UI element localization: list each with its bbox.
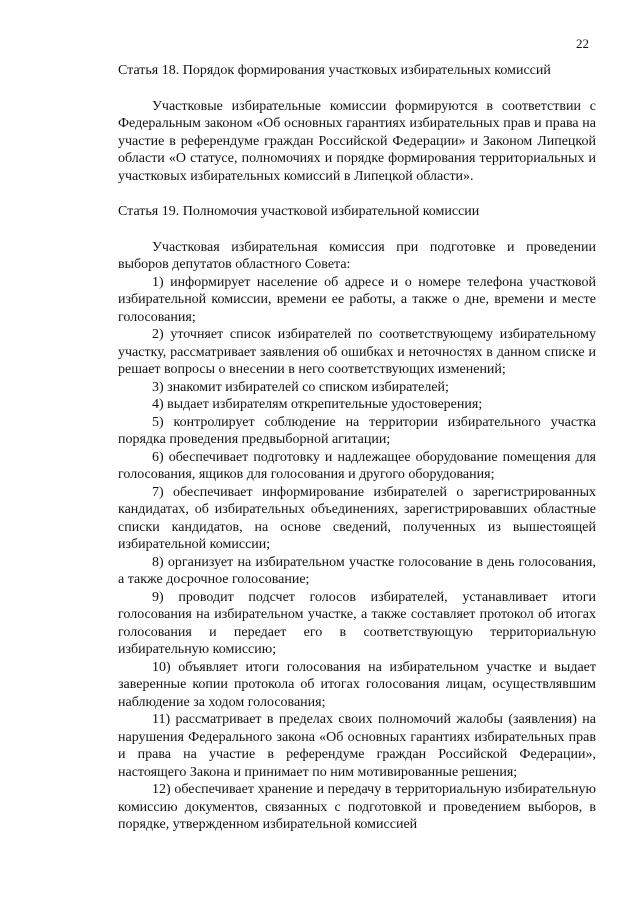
list-item: 12) обеспечивает хранение и передачу в территориальную избирательную комиссию документов, связанных с подготовкой и проведением выборов, в порядке, утвержденном избирательной комиссией [118, 782, 596, 832]
list-item: 10) объявляет итоги голосования на избирательном участке и выдает заверенные копии протокола об итогах голосования лицам, осуществлявшим наблюдение за ходом голосования; [118, 659, 596, 710]
list-item: 1) информирует население об адресе и о номере телефона участковой избирательной комиссии, времени ее работы, а также о дне, времени и месте голосования; [118, 274, 596, 325]
page-number: 22 [576, 36, 589, 51]
list-item: 7) обеспечивает информирование избирателей о зарегистрированных кандидатах, об избирательных объединениях, зарегистрировавших областные списки кандидатов, на основе сведений, полученных из вышестоящей избирательной комиссии; [118, 484, 596, 552]
list-item: 5) контролирует соблюдение на территории избирательного участка порядка проведения предвыборной агитации; [118, 414, 596, 447]
article-18-text: Участковые избирательные комиссии формируются в соответствии с Федеральным законом «Об основных гарантиях избирательных прав и права на участие в референдуме граждан Российской Федерации» и Законом Липецкой области «О статусе, полномочиях и порядке формирования территориальных и участковых избирательных комиссий в Липецкой области». [118, 98, 596, 184]
list-item: 8) организует на избирательном участке голосование в день голосования, а также досрочное голосование; [118, 554, 596, 587]
list-item: 2) уточняет список избирателей по соответствующему избирательному участку, рассматривает заявления об ошибках и неточностях в данном списке и решает вопросы о внесении в него соответствующих изменений; [118, 327, 596, 377]
article-19-heading: Статья 19. Полномочия участковой избирательной комиссии [118, 204, 480, 219]
list-item: 9) проводит подсчет голосов избирателей, устанавливает итоги голосования на избирательном участке, а также составляет протокол об итогах голосования и передает его в соответствующую территориальную избирательную комиссию; [118, 589, 596, 657]
article-19-intro: Участковая избирательная комиссия при подготовке и проведении выборов депутатов областного Совета: [118, 239, 596, 272]
article-18-heading: Статья 18. Порядок формирования участковых избирательных комиссий [118, 63, 551, 78]
list-item: 4) выдает избирателям открепительные удостоверения; [152, 397, 483, 412]
list-item: 11) рассматривает в пределах своих полномочий жалобы (заявления) на нарушения Федерального закона «Об основных гарантиях избирательных прав и права на участие в референдуме граждан Российской Федерации», настоящего Закона и принимает по ним мотивированные решения; [118, 712, 596, 780]
document-body [118, 62, 596, 834]
list-item: 3) знакомит избирателей со списком избирателей; [152, 379, 449, 395]
list-item: 6) обеспечивает подготовку и надлежащее оборудование помещения для голосования, ящиков для голосования и другого оборудования; [118, 449, 596, 482]
